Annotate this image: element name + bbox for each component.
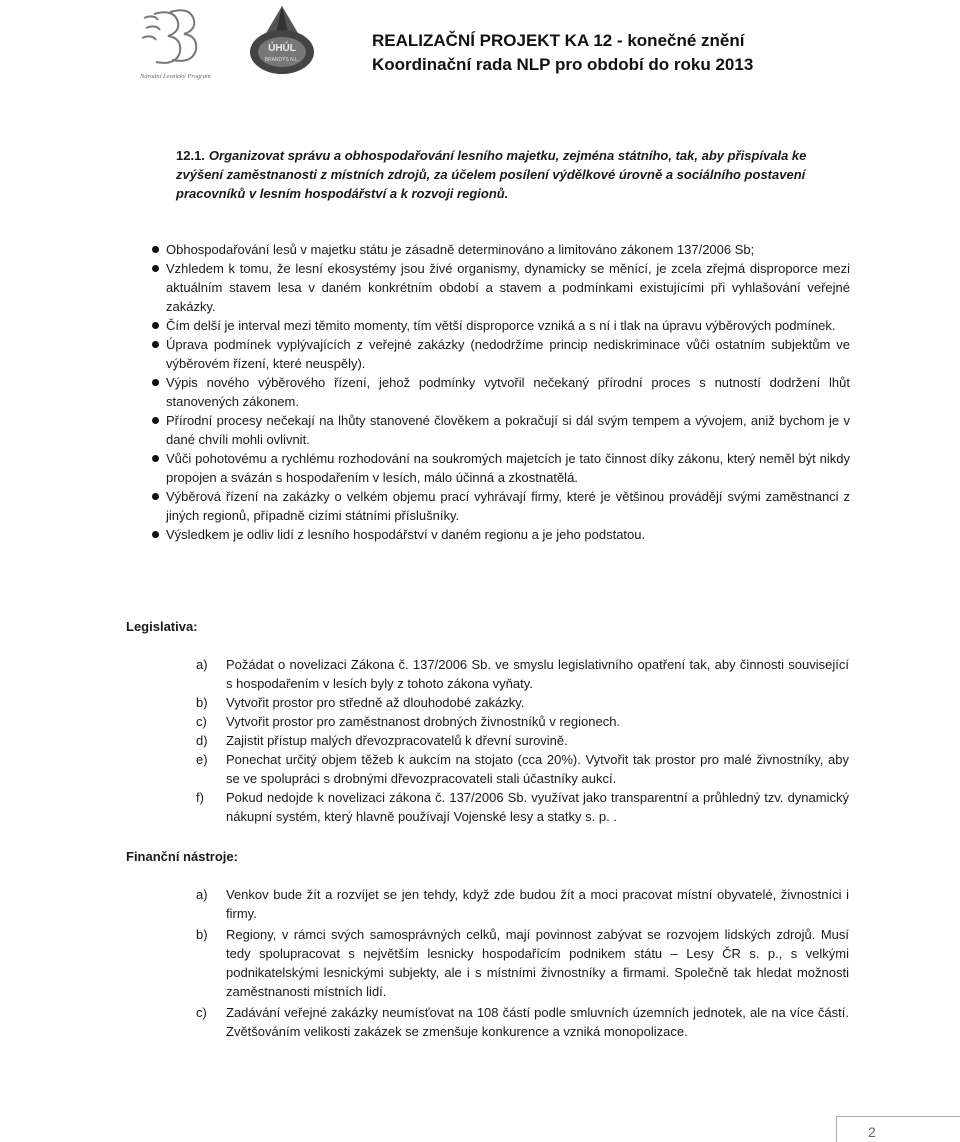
nlp-logo [136, 4, 216, 82]
list-item [196, 750, 849, 788]
list-item: Výpis nového výběrového řízení, jehož podmínky vytvořil nečekaný přírodní proces s nutností dodržení lhůt stanovených zákonem. [150, 373, 850, 411]
section-title: Organizovat správu a obhospodařování lesního majetku, zejména státního, tak, aby přispívala ke zvýšení zaměstnanosti z místních zdrojů, za účelem posílení výdělkové úrovně a sociálního postavení pracovníků v lesním hospodářství a k rozvoji regionů. [176, 148, 807, 201]
list-item [196, 1003, 849, 1041]
list-item: Čím delší je interval mezi těmito momenty, tím větší disproporce vzniká a s ní i tlak na úpravu výběrových podmínek. [150, 316, 850, 335]
list-marker: e) [196, 752, 208, 767]
list-marker: a) [196, 887, 208, 902]
legislativa-list [196, 655, 849, 826]
list-item-text: Požádat o novelizaci Zákona č. 137/2006 Sb. ve smyslu legislativního opatření tak, aby činnosti související s hospodařením v lesích byly z tohoto zákona vyňaty. [226, 657, 849, 691]
list-item: Výběrová řízení na zakázky o velkém objemu prací vyhrávají firmy, které je většinou provádějí svými zaměstnanci z jiných regionů, případně cizími státními příslušníky. [150, 487, 850, 525]
bullet-list [150, 240, 850, 544]
list-item-text: Pokud nedojde k novelizaci zákona č. 137/2006 Sb. využívat jako transparentní a průhledný tzv. dynamický nákupní systém, který hlavně používají Vojenské lesy a statky s. p. . [226, 790, 849, 824]
list-item [196, 925, 849, 1001]
list-marker: d) [196, 733, 208, 748]
uhul-logo-text: ÚHÚL [268, 43, 296, 54]
list-item [196, 885, 849, 923]
list-item [196, 712, 849, 731]
list-marker: a) [196, 657, 208, 672]
page-number-box [836, 1116, 960, 1142]
list-item: Vzhledem k tomu, že lesní ekosystémy jsou živé organismy, dynamicky se měnící, je zcela zřejmá disproporce mezi aktuálním stavem lesa v daném konkrétním období a stavem a podmínkami existujícími při vyhlašování veřejné zakázky. [150, 259, 850, 316]
uhul-logo-subtext: BRANDÝS N.L. [264, 57, 300, 63]
list-item-text: Vytvořit prostor pro středně až dlouhodobé zakázky. [226, 695, 525, 710]
list-item [196, 731, 849, 750]
list-marker: c) [196, 714, 207, 729]
list-item: Vůči pohotovému a rychlému rozhodování na soukromých majetcích je tato činnost díky zákonu, který neměl být nikdy propojen a svázán s hospodařením v lesích, málo účinná a zkostnatělá. [150, 449, 850, 487]
list-item: Přírodní procesy nečekají na lhůty stanovené člověkem a pokračují si dál svým tempem a vývojem, aniž bychom je v dané chvíli mohli ovlivnit. [150, 411, 850, 449]
section-heading [176, 146, 852, 203]
list-item: Výsledkem je odliv lidí z lesního hospodářství v daném regionu a je jeho podstatou. [150, 525, 850, 544]
list-item [196, 655, 849, 693]
header-title: REALIZAČNÍ PROJEKT KA 12 - konečné znění [372, 31, 745, 50]
nlp-logo-caption: Národní Lesnický Program [140, 73, 211, 80]
list-item [196, 693, 849, 712]
list-marker: b) [196, 695, 208, 710]
list-item-text: Zadávání veřejné zakázky neumísťovat na 108 částí podle smluvních územních jednotek, ale na více částí. Zvětšováním velikosti zakázek se zmenšuje konkurence a vzniká monopolizace. [226, 1005, 849, 1039]
document-header [372, 29, 753, 77]
list-item-text: Regiony, v rámci svých samosprávných celků, mají povinnost zabývat se rozvojem lidských zdrojů. Musí tedy spolupracovat s největším lesnicky hospodařícím podnikem státu – Lesy ČR s. p., s velkými podnikatelskými lesnickými subjekty, ale i s místními živnostníky a firmami. Společně tak hledat možnosti zaměstnanosti místních lidí. [226, 927, 849, 999]
list-item: Úprava podmínek vyplývajících z veřejné zakázky (nedodržíme princip nediskriminace vůči ostatním subjektům ve výběrovém řízení, které neuspěly). [150, 335, 850, 373]
list-item-text: Zajistit přístup malých dřevozpracovatelů k dřevní surovině. [226, 733, 568, 748]
financni-label: Finanční nástroje: [126, 849, 238, 864]
section-number: 12.1. [176, 148, 205, 163]
header-subtitle: Koordinační rada NLP pro období do roku 2013 [372, 55, 754, 74]
list-item: Obhospodařování lesů v majetku státu je zásadně determinováno a limitováno zákonem 137/2006 Sb; [150, 240, 850, 259]
list-marker: b) [196, 927, 208, 942]
financni-list [196, 885, 849, 1043]
list-item-text: Ponechat určitý objem těžeb k aukcím na stojato (cca 20%). Vytvořit tak prostor pro malé živnostníky, aby se ve spolupráci s drobnými dřevozpracovateli stali účastníky aukcí. [226, 752, 849, 786]
list-item [196, 788, 849, 826]
page-number: 2 [868, 1124, 876, 1140]
list-item-text: Venkov bude žít a rozvíjet se jen tehdy, když zde budou žít a moci pracovat místní obyvatelé, živnostníci i firmy. [226, 887, 849, 921]
list-marker: c) [196, 1005, 207, 1020]
list-item-text: Vytvořit prostor pro zaměstnanost drobných živnostníků v regionech. [226, 714, 621, 729]
uhul-logo [246, 4, 318, 80]
list-marker: f) [196, 790, 204, 805]
legislativa-label: Legislativa: [126, 619, 198, 634]
